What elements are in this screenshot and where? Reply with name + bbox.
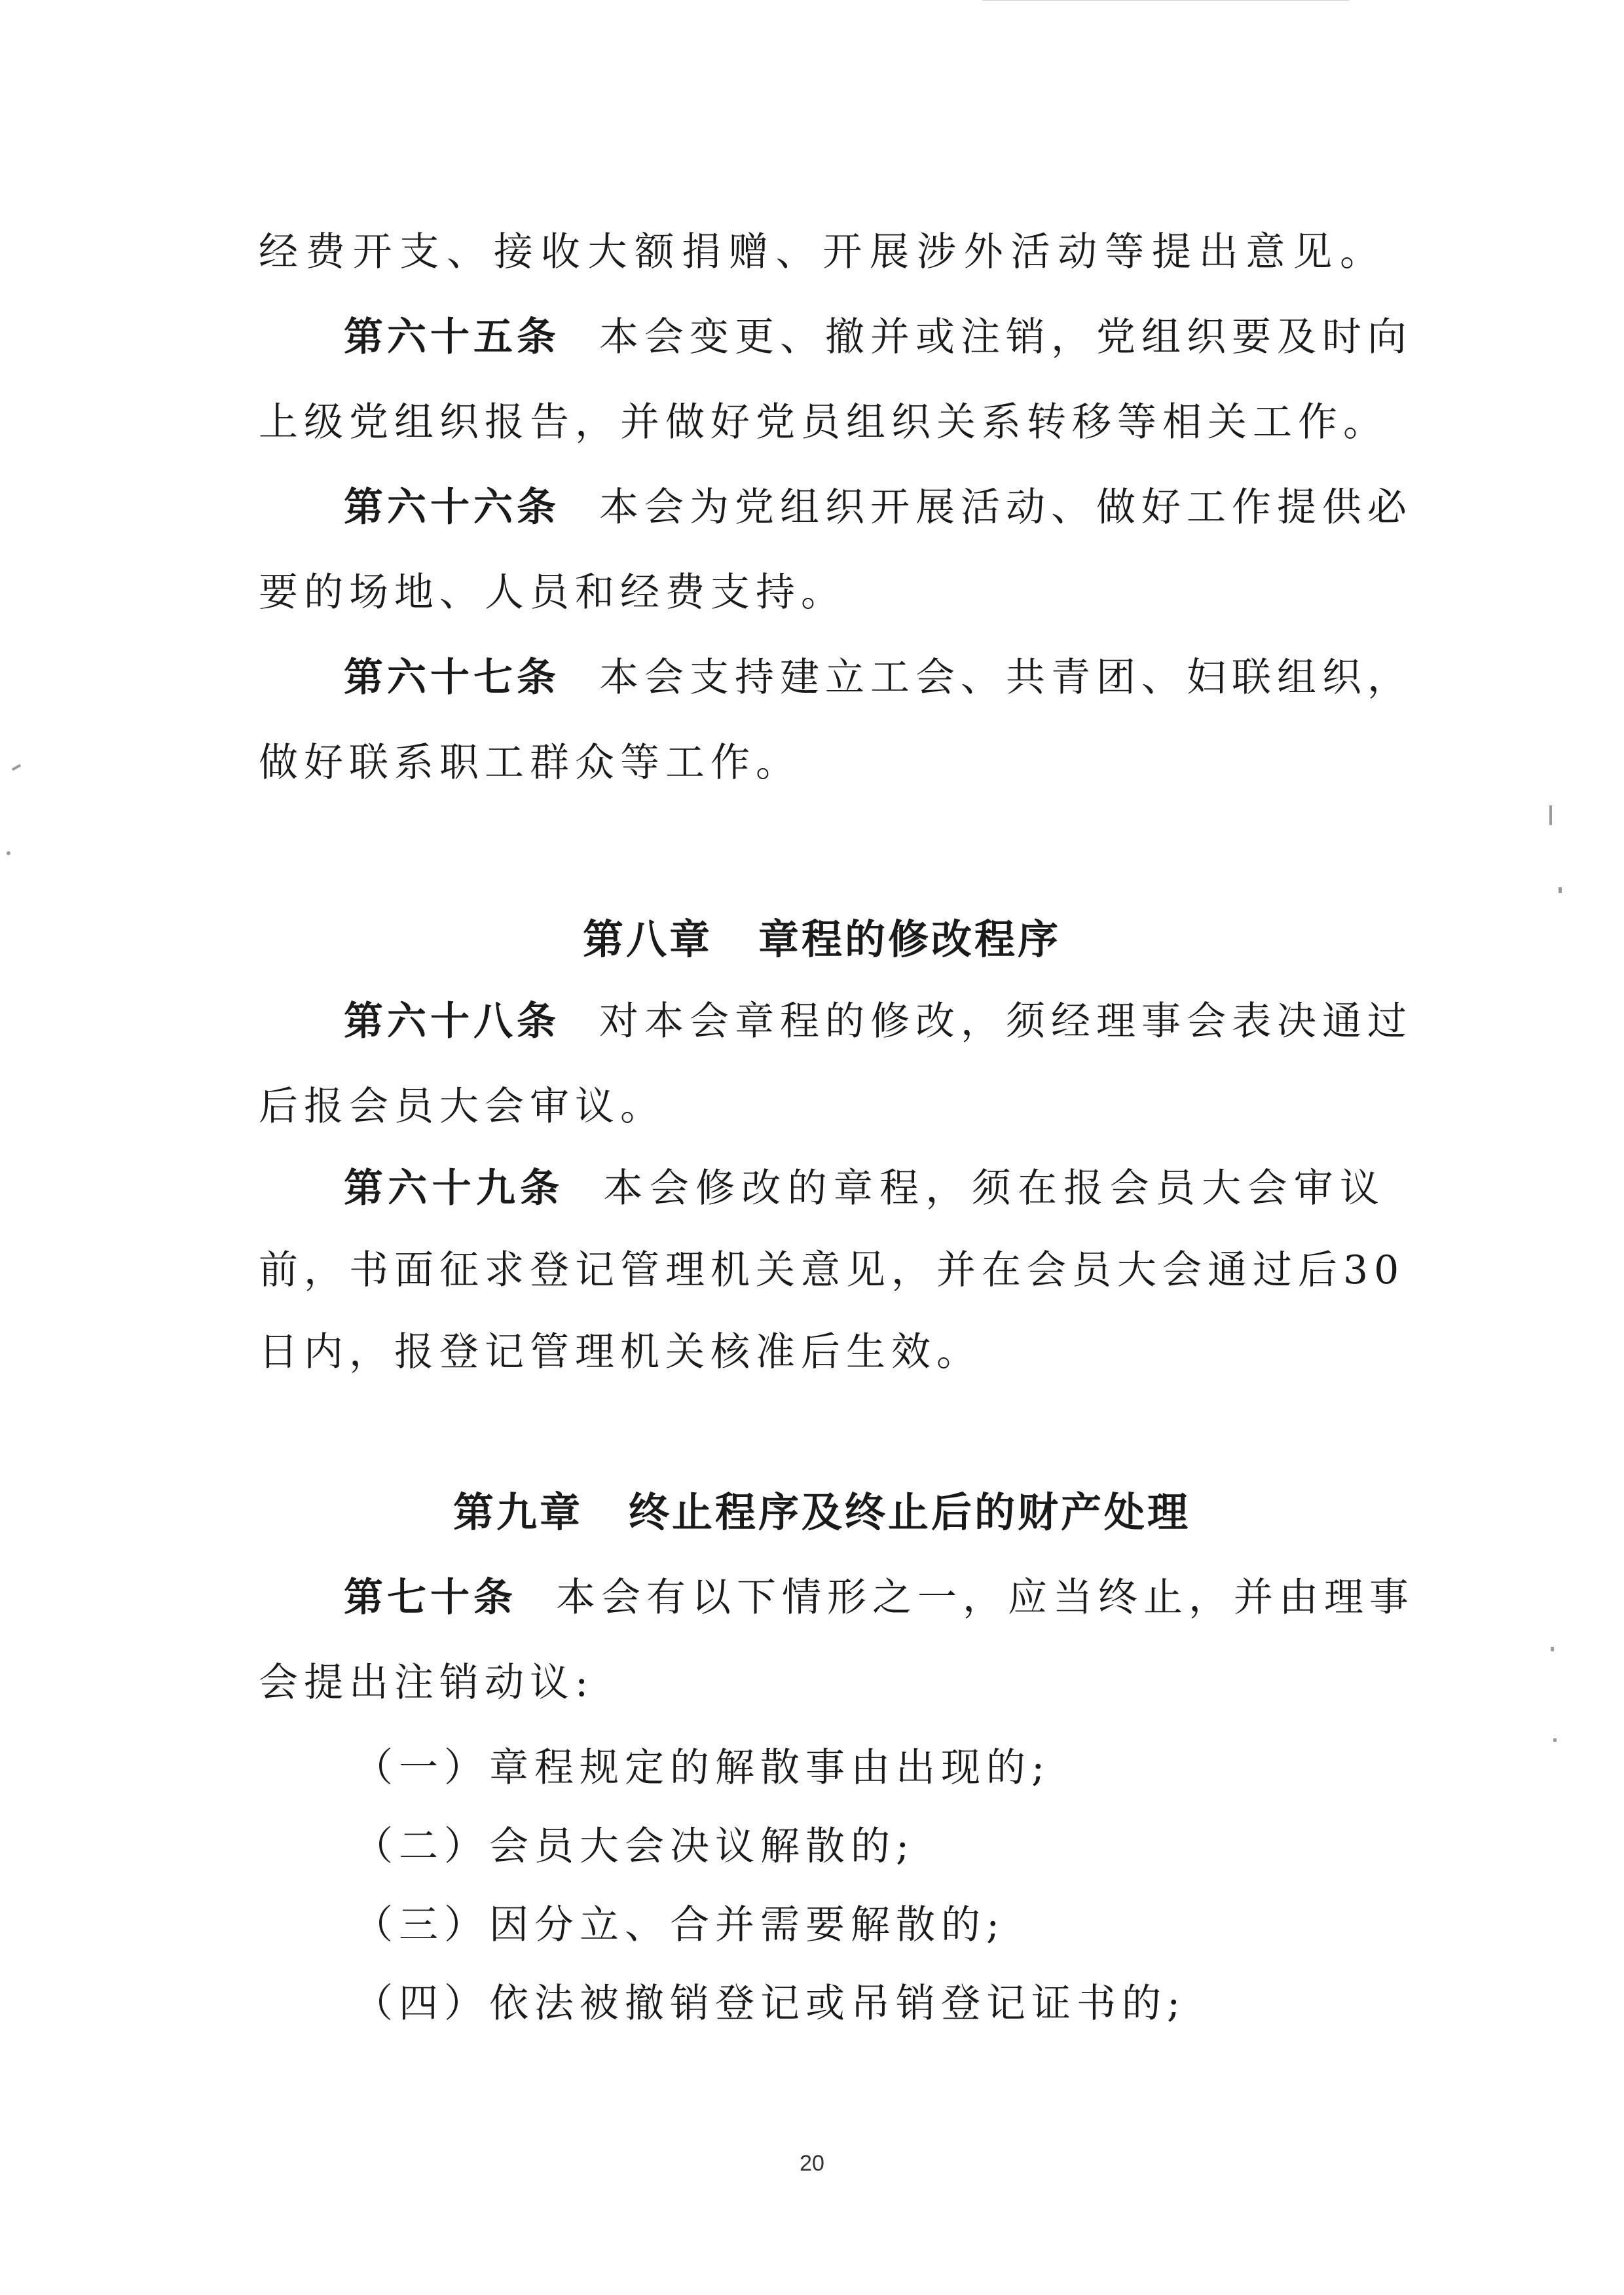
article-68-number: 第六十八条	[344, 999, 560, 1044]
article-69-line-3: 日内，报登记管理机关核准后生效。	[259, 1329, 982, 1375]
chapter-9-number: 第九章	[452, 1488, 583, 1536]
article-69-line-1	[344, 1156, 1385, 1221]
list-item: （二）会员大会决议解散的;	[354, 1824, 915, 1869]
article-66-number: 第六十六条	[344, 485, 560, 530]
article-65-text: 本会变更、撤并或注销，党组织要及时向	[599, 314, 1412, 360]
scan-mark	[1553, 1738, 1557, 1742]
scan-mark	[1551, 1647, 1554, 1651]
list-item: （一）章程规定的解散事由出现的;	[354, 1745, 1051, 1791]
article-68-line-2: 后报会员大会审议。	[259, 1084, 665, 1129]
chapter-9-title: 终止程序及终止后的财产处理	[629, 1488, 1191, 1536]
chapter-8-title: 章程的修改程序	[758, 915, 1061, 963]
article-69-text: 本会修改的章程，须在报会员大会审议	[603, 1166, 1386, 1211]
article-65-number: 第六十五条	[344, 314, 560, 360]
article-68-text: 对本会章程的修改，须经理事会表决通过	[599, 999, 1412, 1044]
article-65-line-1	[344, 304, 1412, 370]
chapter-8-heading	[259, 904, 1385, 976]
article-67-text: 本会支持建立工会、共青团、妇联组织，	[599, 655, 1412, 701]
article-66-text: 本会为党组织开展活动、做好工作提供必	[599, 485, 1412, 530]
article-68-line-1	[344, 989, 1412, 1054]
scan-mark	[12, 764, 21, 771]
scan-edge-line	[982, 0, 1349, 1]
scan-mark	[7, 851, 10, 855]
article-70-number: 第七十条	[344, 1575, 517, 1621]
scan-mark	[1549, 805, 1552, 825]
article-66-line-2: 要的场地、人员和经费支持。	[259, 570, 846, 615]
article-70-line-2: 会提出注销动议:	[259, 1660, 595, 1706]
chapter-9-heading	[259, 1477, 1385, 1549]
article-70-line-1	[344, 1565, 1414, 1630]
article-69-line-2: 前，书面征求登记管理机关意见，并在会员大会通过后30	[259, 1247, 1405, 1293]
article-67-line-2: 做好联系职工群众等工作。	[259, 740, 801, 786]
article-66-line-1	[344, 475, 1412, 540]
list-item: （四）依法被撤销登记或吊销登记证书的;	[354, 1981, 1187, 2027]
paragraph-line: 经费开支、接收大额捐赠、开展涉外活动等提出意见。	[259, 229, 1385, 275]
scan-mark	[1559, 887, 1562, 893]
article-67-line-1	[344, 645, 1412, 710]
page-number: 20	[800, 2151, 824, 2176]
article-65-line-2: 上级党组织报告，并做好党员组织关系转移等相关工作。	[259, 399, 1388, 445]
chapter-8-number: 第八章	[582, 915, 712, 963]
article-70-text: 本会有以下情形之一，应当终止，并由理事	[556, 1575, 1414, 1621]
list-item: （三）因分立、合并需要解散的;	[354, 1902, 1006, 1948]
article-67-number: 第六十七条	[344, 655, 560, 701]
article-69-number: 第六十九条	[344, 1166, 564, 1211]
